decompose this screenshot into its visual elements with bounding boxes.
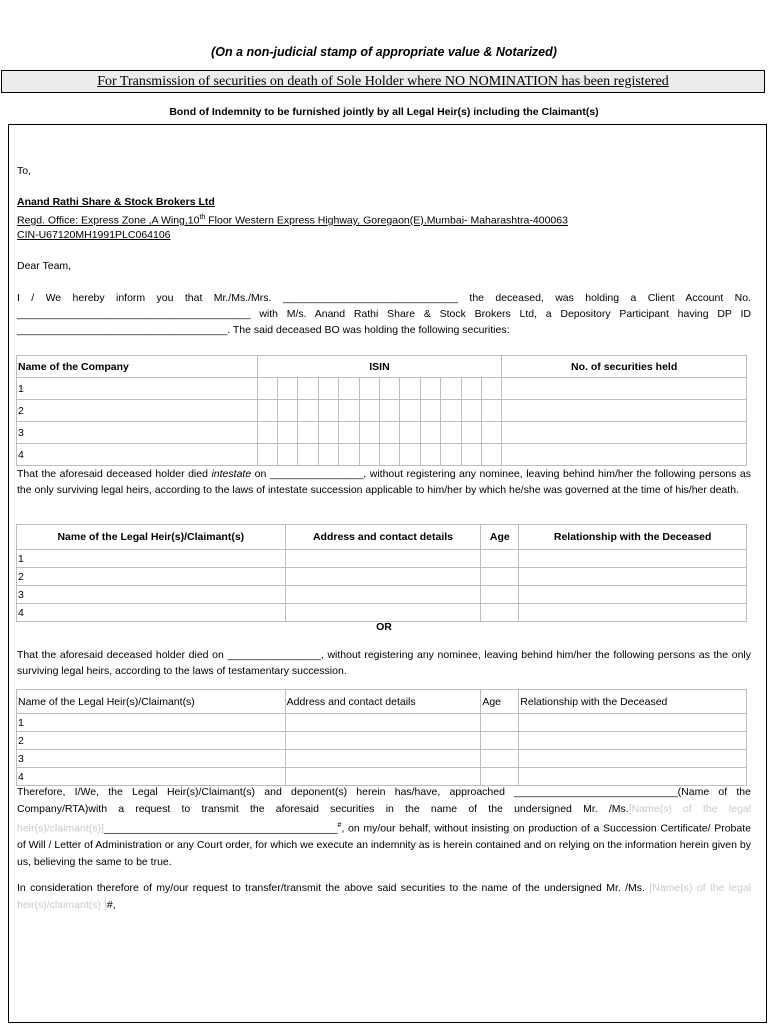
legal-heir-placeholder: [Name(s) of the legal heir(s)/claimant(s)]	[17, 802, 751, 835]
table-row	[17, 568, 747, 586]
company-name: Anand Rathi Share & Stock Brokers Ltd	[17, 196, 215, 208]
therefore-sup: #	[337, 821, 342, 829]
row-number: 4	[17, 768, 286, 786]
table-row	[17, 750, 747, 768]
row-number: 4	[17, 444, 258, 466]
row-number: 2	[17, 400, 258, 422]
table-row	[17, 732, 747, 750]
col-isin: ISIN	[257, 356, 502, 378]
row-number: 3	[17, 586, 286, 604]
regd-office-sup: th	[199, 214, 206, 221]
legal-heir-placeholder: [Name(s) of the legal heir(s)/claimant(s) ]	[17, 882, 751, 911]
regd-office-b: Floor Western Express Highway, Goregaon(E),Mumbai- Maharashtra-400063	[205, 214, 568, 227]
cin-number: CIN-U67120MH1991PLC064106	[17, 229, 171, 241]
heirs-header-row	[17, 525, 747, 550]
bond-title: Bond of Indemnity to be furnished jointly by all Legal Heir(s) including the Claimant(s)	[169, 106, 599, 118]
heirs-header-row	[17, 690, 747, 714]
table-row	[17, 422, 747, 444]
table-row	[17, 400, 747, 422]
securities-held-cell	[502, 400, 747, 422]
addressee-to: To,	[17, 165, 32, 177]
intestate-text-b: on ________________, without registering any nominee, leaving behind him/her the following persons as the only surviving legal heirs, according to the laws of intestate succession applicable to him/her by which he/she was governed at the time of his/her death.	[17, 468, 751, 496]
intro-paragraph: I / We hereby inform you that Mr./Ms./Mrs. ______________________________ the deceased, was holding a Client Account No. ________________________________________ with M/s. Anand Rathi Share & Stock Brokers Ltd, a Depository Participant having DP ID ____________________________________. The said deceased BO was holding the following securities:	[17, 292, 751, 336]
isin-boxes	[257, 400, 502, 422]
isin-boxes	[257, 444, 502, 466]
heirs-table-testamentary	[16, 689, 747, 786]
row-number: 3	[17, 750, 286, 768]
col-age: Age	[481, 690, 519, 714]
isin-boxes	[257, 378, 502, 400]
stamp-note: (On a non-judicial stamp of appropriate value & Notarized)	[211, 45, 557, 59]
col-address: Address and contact details	[285, 525, 481, 550]
row-number: 1	[17, 378, 258, 400]
therefore-blank: ________________________________________	[103, 822, 338, 835]
col-age: Age	[481, 525, 519, 550]
col-heir-name: Name of the Legal Heir(s)/Claimant(s)	[17, 690, 286, 714]
securities-table	[16, 355, 747, 466]
table-row	[17, 604, 747, 622]
heirs-table-intestate	[16, 524, 747, 622]
row-number: 1	[17, 714, 286, 732]
therefore-text-a: Therefore, I/We, the Legal Heir(s)/Claimant(s) and deponent(s) herein has/have, approached ____________________________(Name of the Company/RTA)with a request to transmit the aforesaid securities in the name of the undersigned Mr. /Ms.	[17, 786, 751, 815]
securities-held-cell	[502, 422, 747, 444]
col-relationship: Relationship with the Deceased	[519, 525, 747, 550]
row-number: 1	[17, 550, 286, 568]
table-row	[17, 550, 747, 568]
col-relationship: Relationship with the Deceased	[519, 690, 747, 714]
regd-office-a: Regd. Office: Express Zone ,A Wing,10	[17, 214, 200, 227]
row-number: 4	[17, 604, 286, 622]
table-row	[17, 768, 747, 786]
row-number: 2	[17, 732, 286, 750]
transmission-banner	[1, 70, 765, 93]
securities-held-cell	[502, 444, 747, 466]
col-address: Address and contact details	[285, 690, 481, 714]
therefore-text-c: , on my/our behalf, without insisting on production of a Succession Certificate/ Probate of Will / Letter of Administration or any Court order, for which we execute an indemnity as is herein contained and on relying on the information herein given by us, believing the same to be true.	[17, 822, 751, 868]
isin-boxes	[257, 422, 502, 444]
or-separator: OR	[376, 621, 392, 633]
intestate-text-a: That the aforesaid deceased holder died	[17, 468, 212, 480]
consideration-text-b: #,	[106, 898, 116, 911]
securities-held-cell	[502, 378, 747, 400]
securities-header-row	[17, 356, 747, 378]
table-row	[17, 714, 747, 732]
table-row	[17, 378, 747, 400]
greeting: Dear Team,	[17, 260, 72, 272]
col-securities-held: No. of securities held	[502, 356, 747, 378]
row-number: 2	[17, 568, 286, 586]
consideration-paragraph	[17, 880, 751, 914]
col-heir-name: Name of the Legal Heir(s)/Claimant(s)	[17, 525, 286, 550]
row-number: 3	[17, 422, 258, 444]
therefore-paragraph	[17, 784, 751, 870]
table-row	[17, 586, 747, 604]
intestate-paragraph	[17, 466, 751, 498]
consideration-text-a: In consideration therefore of my/our request to transfer/transmit the above said securities to the name of the undersigned Mr. /Ms.	[17, 882, 645, 894]
col-company-name: Name of the Company	[17, 356, 258, 378]
testamentary-paragraph: That the aforesaid deceased holder died on ________________, without registering any nominee, leaving behind him/her the following persons as the only surviving legal heirs, according to the laws of testamentary succession.	[17, 649, 751, 677]
intestate-word: intestate	[211, 468, 252, 480]
table-row	[17, 444, 747, 466]
banner-text: For Transmission of securities on death of Sole Holder where NO NOMINATION has been registered	[97, 74, 669, 89]
